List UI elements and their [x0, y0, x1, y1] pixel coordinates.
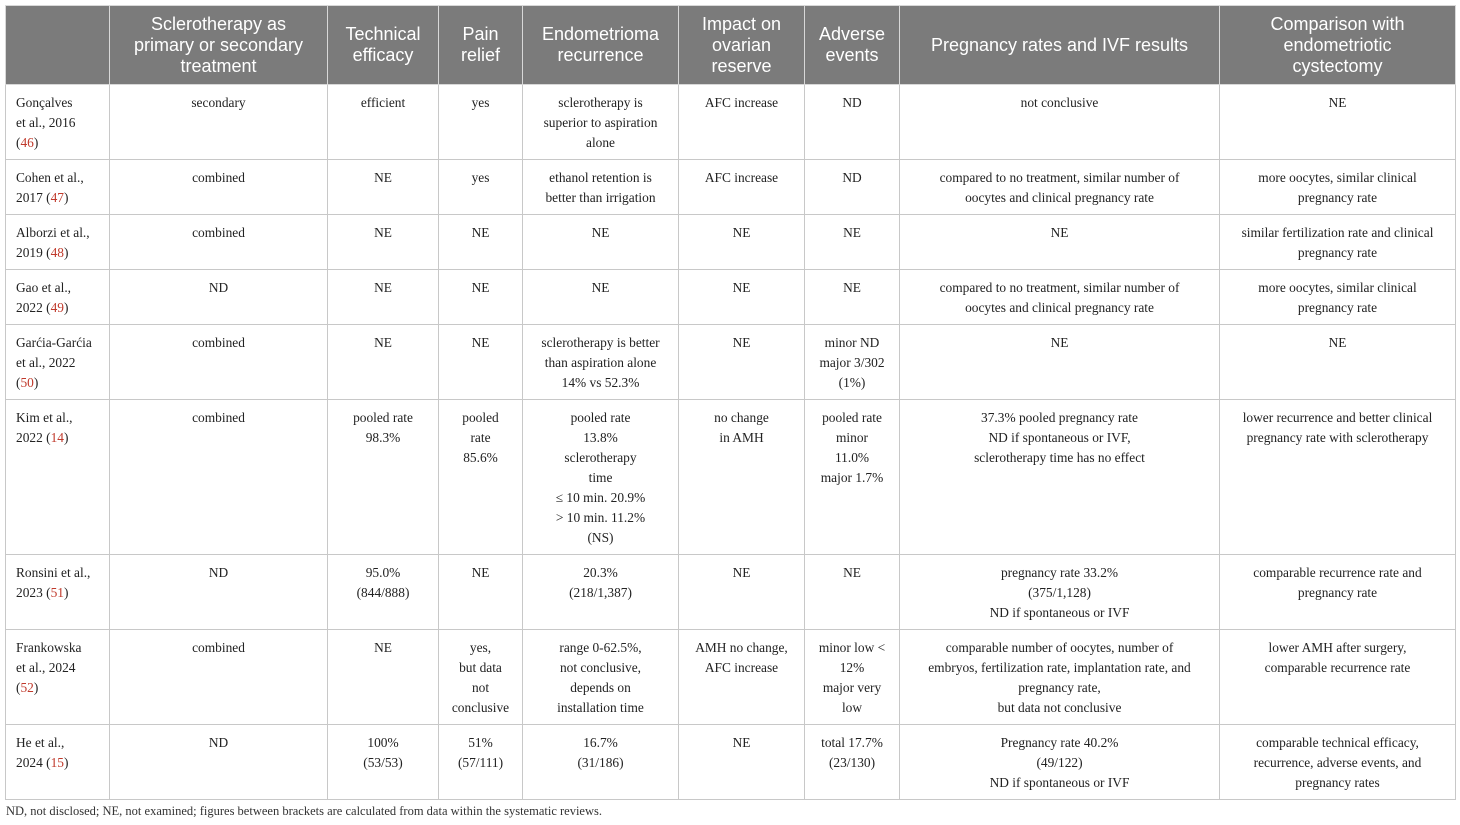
table-row	[6, 630, 1456, 725]
reference-link[interactable]: 46	[20, 135, 34, 150]
pregnancy-ivf-cell: pregnancy rate 33.2% (375/1,128) ND if spontaneous or IVF	[900, 555, 1220, 630]
technical-efficacy-cell: NE	[328, 630, 439, 725]
pain-relief-cell: yes	[439, 160, 523, 215]
sclerotherapy-role-cell: ND	[110, 725, 328, 800]
adverse-events-cell: NE	[805, 215, 900, 270]
ovarian-reserve-cell: NE	[679, 725, 805, 800]
study-citation-end: )	[63, 245, 69, 260]
comparison-table	[5, 5, 1456, 800]
recurrence-cell: ethanol retention is better than irrigation	[523, 160, 679, 215]
pregnancy-ivf-cell: compared to no treatment, similar number of oocytes and clinical pregnancy rate	[900, 160, 1220, 215]
header-study	[6, 6, 110, 85]
study-citation: Gonçalves et al., 2016 (	[16, 95, 76, 150]
reference-link[interactable]: 48	[50, 245, 64, 260]
study-citation-end: )	[33, 375, 39, 390]
header-recurrence: Endometrioma recurrence	[523, 6, 679, 85]
cystectomy-comparison-cell: similar fertilization rate and clinical pregnancy rate	[1220, 215, 1456, 270]
study-citation-end: )	[63, 190, 69, 205]
technical-efficacy-cell: NE	[328, 215, 439, 270]
adverse-events-cell: minor low < 12% major very low	[805, 630, 900, 725]
technical-efficacy-cell: 100% (53/53)	[328, 725, 439, 800]
pregnancy-ivf-cell: Pregnancy rate 40.2% (49/122) ND if spontaneous or IVF	[900, 725, 1220, 800]
study-citation: Gao et al., 2022 (	[16, 280, 72, 315]
header-pregnancy-ivf: Pregnancy rates and IVF results	[900, 6, 1220, 85]
cystectomy-comparison-cell: comparable recurrence rate and pregnancy rate	[1220, 555, 1456, 630]
table-row	[6, 555, 1456, 630]
technical-efficacy-cell: pooled rate 98.3%	[328, 400, 439, 555]
study-citation: Frankowska et al., 2024 (	[16, 640, 82, 695]
sclerotherapy-role-cell: ND	[110, 270, 328, 325]
study-cell	[6, 555, 110, 630]
technical-efficacy-cell: NE	[328, 270, 439, 325]
study-citation: Garćia-Garćia et al., 2022 (	[16, 335, 92, 390]
recurrence-cell: NE	[523, 215, 679, 270]
study-citation-end: )	[63, 430, 69, 445]
table-row	[6, 325, 1456, 400]
technical-efficacy-cell: 95.0% (844/888)	[328, 555, 439, 630]
study-citation: Ronsini et al., 2023 (	[16, 565, 91, 600]
sclerotherapy-role-cell: combined	[110, 630, 328, 725]
recurrence-cell: range 0-62.5%, not conclusive, depends on installation time	[523, 630, 679, 725]
study-cell	[6, 215, 110, 270]
recurrence-cell: 20.3% (218/1,387)	[523, 555, 679, 630]
ovarian-reserve-cell: no change in AMH	[679, 400, 805, 555]
recurrence-cell: 16.7% (31/186)	[523, 725, 679, 800]
reference-link[interactable]: 14	[50, 430, 64, 445]
sclerotherapy-role-cell: secondary	[110, 85, 328, 160]
table-row	[6, 725, 1456, 800]
header-cystectomy-comparison: Comparison with endometriotic cystectomy	[1220, 6, 1456, 85]
table-row	[6, 270, 1456, 325]
pain-relief-cell: pooled rate 85.6%	[439, 400, 523, 555]
recurrence-cell: NE	[523, 270, 679, 325]
study-cell	[6, 270, 110, 325]
table-row	[6, 400, 1456, 555]
reference-link[interactable]: 50	[20, 375, 34, 390]
header-row	[6, 6, 1456, 85]
study-cell	[6, 725, 110, 800]
header-sclerotherapy-role: Sclerotherapy as primary or secondary treatment	[110, 6, 328, 85]
header-adverse-events: Adverse events	[805, 6, 900, 85]
technical-efficacy-cell: NE	[328, 325, 439, 400]
ovarian-reserve-cell: AMH no change, AFC increase	[679, 630, 805, 725]
study-citation: Cohen et al., 2017 (	[16, 170, 84, 205]
recurrence-cell: sclerotherapy is superior to aspiration alone	[523, 85, 679, 160]
adverse-events-cell: total 17.7% (23/130)	[805, 725, 900, 800]
study-citation: Alborzi et al., 2019 (	[16, 225, 90, 260]
study-cell	[6, 400, 110, 555]
reference-link[interactable]: 47	[50, 190, 64, 205]
study-citation-end: )	[63, 300, 69, 315]
adverse-events-cell: pooled rate minor 11.0% major 1.7%	[805, 400, 900, 555]
study-cell	[6, 160, 110, 215]
pain-relief-cell: NE	[439, 215, 523, 270]
cystectomy-comparison-cell: NE	[1220, 85, 1456, 160]
pain-relief-cell: yes	[439, 85, 523, 160]
study-citation: He et al., 2024 (	[16, 735, 65, 770]
pregnancy-ivf-cell: comparable number of oocytes, number of embryos, fertilization rate, implantation rate, and pregnancy rate, but data not conclusive	[900, 630, 1220, 725]
cystectomy-comparison-cell: lower recurrence and better clinical pregnancy rate with sclerotherapy	[1220, 400, 1456, 555]
study-citation-end: )	[63, 755, 69, 770]
pregnancy-ivf-cell: compared to no treatment, similar number of oocytes and clinical pregnancy rate	[900, 270, 1220, 325]
pain-relief-cell: NE	[439, 325, 523, 400]
cystectomy-comparison-cell: more oocytes, similar clinical pregnancy rate	[1220, 160, 1456, 215]
cystectomy-comparison-cell: lower AMH after surgery, comparable recurrence rate	[1220, 630, 1456, 725]
adverse-events-cell: minor ND major 3/302 (1%)	[805, 325, 900, 400]
cystectomy-comparison-cell: more oocytes, similar clinical pregnancy rate	[1220, 270, 1456, 325]
reference-link[interactable]: 51	[50, 585, 64, 600]
pregnancy-ivf-cell: NE	[900, 215, 1220, 270]
pain-relief-cell: yes, but data not conclusive	[439, 630, 523, 725]
sclerotherapy-role-cell: combined	[110, 215, 328, 270]
pain-relief-cell: NE	[439, 555, 523, 630]
study-citation: Kim et al., 2022 (	[16, 410, 73, 445]
technical-efficacy-cell: efficient	[328, 85, 439, 160]
sclerotherapy-role-cell: combined	[110, 400, 328, 555]
reference-link[interactable]: 15	[50, 755, 64, 770]
sclerotherapy-role-cell: combined	[110, 160, 328, 215]
study-citation-end: )	[63, 585, 69, 600]
reference-link[interactable]: 52	[20, 680, 34, 695]
table-row	[6, 85, 1456, 160]
adverse-events-cell: ND	[805, 85, 900, 160]
adverse-events-cell: NE	[805, 270, 900, 325]
table-footnote: ND, not disclosed; NE, not examined; figures between brackets are calculated from data within the systematic reviews.	[6, 804, 602, 818]
table-row	[6, 160, 1456, 215]
study-cell	[6, 85, 110, 160]
header-pain-relief: Pain relief	[439, 6, 523, 85]
adverse-events-cell: ND	[805, 160, 900, 215]
table-row	[6, 215, 1456, 270]
pregnancy-ivf-cell: not conclusive	[900, 85, 1220, 160]
ovarian-reserve-cell: NE	[679, 555, 805, 630]
study-cell	[6, 325, 110, 400]
cystectomy-comparison-cell: comparable technical efficacy, recurrence, adverse events, and pregnancy rates	[1220, 725, 1456, 800]
technical-efficacy-cell: NE	[328, 160, 439, 215]
recurrence-cell: pooled rate 13.8% sclerotherapy time ≤ 10 min. 20.9% > 10 min. 11.2% (NS)	[523, 400, 679, 555]
adverse-events-cell: NE	[805, 555, 900, 630]
pregnancy-ivf-cell: 37.3% pooled pregnancy rate ND if spontaneous or IVF, sclerotherapy time has no effect	[900, 400, 1220, 555]
sclerotherapy-role-cell: ND	[110, 555, 328, 630]
header-ovarian-reserve: Impact on ovarian reserve	[679, 6, 805, 85]
header-technical-efficacy: Technical efficacy	[328, 6, 439, 85]
sclerotherapy-role-cell: combined	[110, 325, 328, 400]
ovarian-reserve-cell: NE	[679, 215, 805, 270]
study-cell	[6, 630, 110, 725]
ovarian-reserve-cell: NE	[679, 325, 805, 400]
pain-relief-cell: NE	[439, 270, 523, 325]
pregnancy-ivf-cell: NE	[900, 325, 1220, 400]
table-body	[6, 85, 1456, 800]
ovarian-reserve-cell: AFC increase	[679, 160, 805, 215]
cystectomy-comparison-cell: NE	[1220, 325, 1456, 400]
reference-link[interactable]: 49	[50, 300, 64, 315]
pain-relief-cell: 51% (57/111)	[439, 725, 523, 800]
study-citation-end: )	[33, 680, 39, 695]
recurrence-cell: sclerotherapy is better than aspiration alone 14% vs 52.3%	[523, 325, 679, 400]
study-citation-end: )	[33, 135, 39, 150]
ovarian-reserve-cell: NE	[679, 270, 805, 325]
ovarian-reserve-cell: AFC increase	[679, 85, 805, 160]
